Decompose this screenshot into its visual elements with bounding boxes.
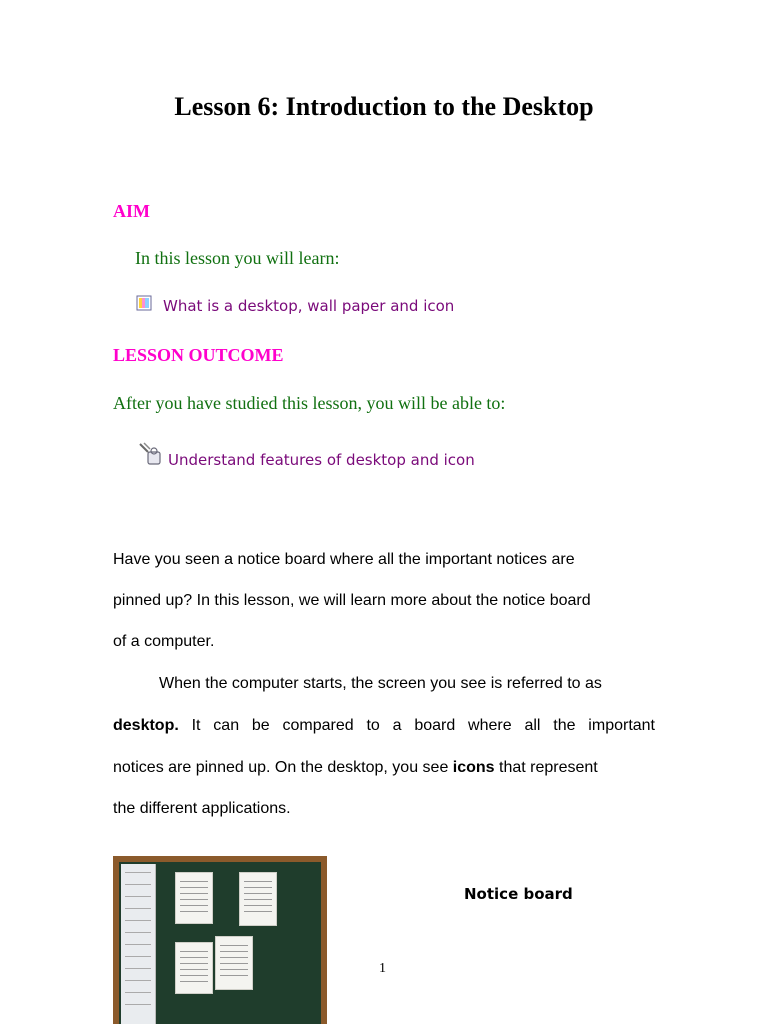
term-desktop: desktop. <box>113 717 179 734</box>
outcome-intro: After you have studied this lesson, you will be able to: <box>113 393 506 413</box>
paragraph-line: of a computer. <box>113 633 215 650</box>
paragraph-line: Have you seen a notice board where all the important notices are <box>113 551 575 568</box>
colored-square-bullet-icon <box>136 295 152 311</box>
page-title: Lesson 6: Introduction to the Desktop <box>174 92 594 121</box>
paragraph-line: notices are pinned up. On the desktop, you see icons that represent <box>113 759 598 776</box>
paragraph-line: pinned up? In this lesson, we will learn more about the notice board <box>113 592 591 609</box>
page-number: 1 <box>379 961 386 976</box>
outcome-heading: LESSON OUTCOME <box>113 345 284 365</box>
aim-bullet-text: What is a desktop, wall paper and icon <box>163 297 455 315</box>
term-icons: icons <box>452 759 495 776</box>
notice-board-image <box>113 856 327 1024</box>
paragraph-line: the different applications. <box>113 800 291 817</box>
paragraph-line: When the computer starts, the screen you see is referred to as <box>159 675 602 692</box>
aim-heading: AIM <box>113 201 150 221</box>
paragraph-line: desktop. It can be compared to a board where all the important <box>113 717 655 734</box>
figure-caption: Notice board <box>464 885 573 903</box>
hand-pointer-icon <box>136 440 164 466</box>
aim-intro: In this lesson you will learn: <box>135 248 340 268</box>
outcome-bullet-text: Understand features of desktop and icon <box>168 451 475 469</box>
